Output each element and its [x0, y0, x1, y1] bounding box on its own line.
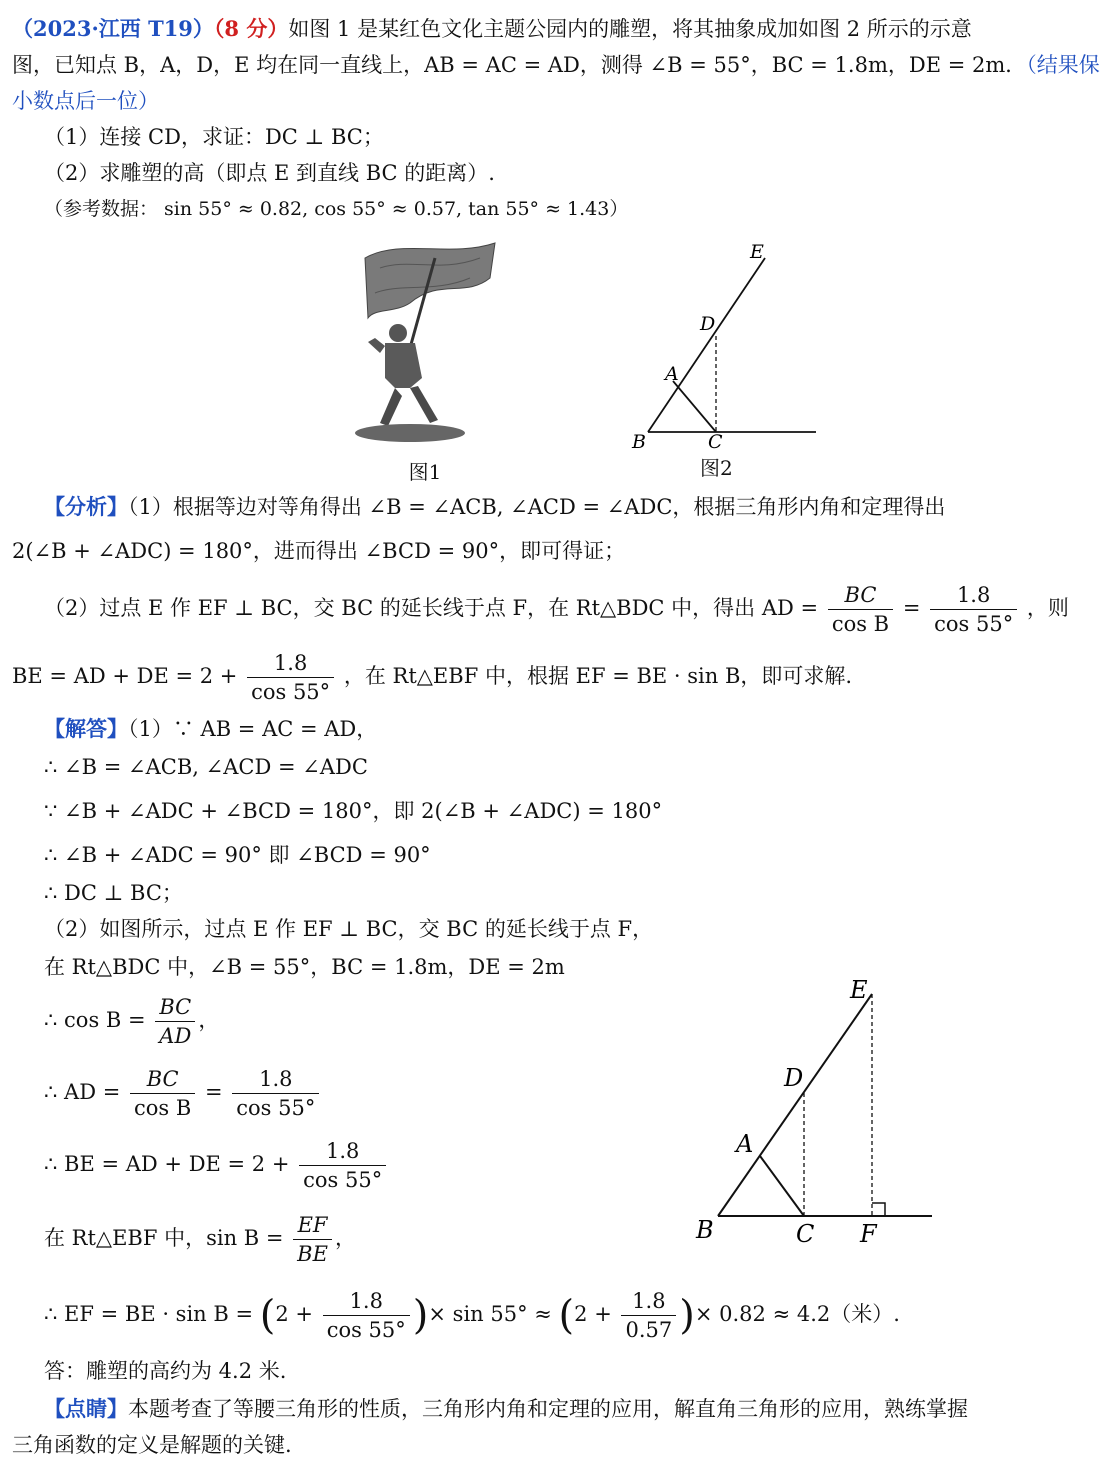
- comment-line-1: [44, 1394, 968, 1424]
- frac-num: BC: [155, 993, 195, 1022]
- answer-line: 答：雕塑的高约为 4.2 米.: [44, 1359, 287, 1383]
- solution-text-8-post: ，: [198, 1008, 220, 1032]
- frac-den: cos 55°: [934, 612, 1014, 636]
- point-c-label: C: [708, 431, 723, 453]
- question-2: （2）求雕塑的高（即点 E 到直线 BC 的距离）.: [44, 161, 495, 185]
- solution-line-10: [44, 1134, 389, 1194]
- intro-text-1: 如图 1 是某红色文化主题公园内的雕塑，将其抽象成加如图 2 所示的示意: [288, 17, 972, 41]
- solution-text-10: ∴ BE = AD + DE = 2 +: [44, 1152, 290, 1176]
- frac-den: cos B: [134, 1096, 192, 1120]
- question-1: （1）连接 CD，求证：DC ⊥ BC；: [44, 125, 384, 149]
- solution-line-1: [44, 714, 377, 744]
- figure-2-caption: 图2: [700, 456, 733, 480]
- frac-den: 0.57: [625, 1318, 673, 1342]
- segment-ac: [760, 1156, 804, 1216]
- analysis-text-3: （2）过点 E 作 EF ⊥ BC，交 BC 的延长线于点 F，在 Rt△BDC 中，得出 AD =: [44, 596, 819, 620]
- solution-text-8: ∴ cos B =: [44, 1008, 146, 1032]
- fraction-18-cos55: [232, 1065, 319, 1122]
- solution-text-9: ∴ AD =: [44, 1080, 121, 1104]
- fraction-ef-be: [293, 1211, 332, 1268]
- solution-line-11: [44, 1208, 356, 1268]
- analysis-text-4: BE = AD + DE = 2 +: [12, 664, 238, 688]
- analysis-line-3: [44, 578, 1069, 638]
- analysis-text-3-post: ，则: [1026, 596, 1069, 620]
- solution-text-11: 在 Rt△EBF 中，sin B =: [44, 1226, 284, 1250]
- equals-sign: =: [902, 596, 921, 620]
- paren-close: ): [679, 1292, 695, 1339]
- point-d-label: D: [784, 1064, 804, 1092]
- figure-2-diagram: [620, 238, 830, 453]
- frac-den: AD: [159, 1024, 192, 1048]
- solution-text-12-mid: × sin 55° ≈: [428, 1302, 552, 1326]
- solution-line-7: 在 Rt△BDC 中，∠B = 55°，BC = 1.8m，DE = 2m: [44, 955, 565, 979]
- analysis-line-4: [12, 646, 852, 706]
- solution-text-12-post: × 0.82 ≈ 4.2（米）.: [694, 1302, 900, 1326]
- problem-points: （8 分）: [213, 16, 289, 41]
- reference-data: （参考数据： sin 55° ≈ 0.82, cos 55° ≈ 0.57, tan 55° ≈ 1.43）: [44, 198, 629, 220]
- frac-den: cos 55°: [326, 1318, 406, 1342]
- frac-num: EF: [293, 1211, 332, 1240]
- line-be: [648, 258, 765, 432]
- point-d-label: D: [700, 313, 716, 335]
- figure-2: [620, 238, 830, 483]
- frac-num: 1.8: [621, 1287, 676, 1316]
- solution-text-11-post: ，: [334, 1226, 356, 1250]
- point-b-label: B: [696, 1216, 714, 1244]
- solution-line-6: （2）如图所示，过点 E 作 EF ⊥ BC，交 BC 的延长线于点 F，: [44, 917, 654, 941]
- solution-line-3: ∵ ∠B + ∠ADC + ∠BCD = 180°，即 2(∠B + ∠ADC) = 180°: [44, 799, 663, 823]
- intro-text-2: 图，已知点 B，A，D，E 均在同一直线上，AB = AC = AD，测得 ∠B = 55°，BC = 1.8m，DE = 2m．: [12, 53, 1027, 77]
- rounding-note-1: （结果保: [1026, 53, 1100, 77]
- solution-line-9: [44, 1062, 322, 1122]
- frac-num: 1.8: [247, 649, 334, 678]
- frac-num: BC: [828, 581, 893, 610]
- analysis-text-4-post: ，在 Rt△EBF 中，根据 EF = BE · sin B，即可求解.: [343, 664, 853, 688]
- point-f-label: F: [860, 1220, 877, 1248]
- equals-sign: =: [204, 1080, 223, 1104]
- fraction-18-cos55: [247, 649, 334, 706]
- point-a-label: A: [665, 363, 679, 385]
- fraction-18-cos55: [299, 1137, 386, 1194]
- solution-tag: 【解答】: [44, 716, 128, 741]
- fraction-18-cos55: [930, 581, 1017, 638]
- frac-den: cos 55°: [236, 1096, 316, 1120]
- comment-tag: 【点睛】: [44, 1396, 128, 1421]
- figure-1: [340, 238, 510, 483]
- rounding-note-2: 小数点后一位）: [12, 89, 159, 113]
- segment-ac: [673, 381, 716, 432]
- problem-intro-line-2: [12, 50, 1100, 80]
- solution-line-2: ∴ ∠B = ∠ACB, ∠ACD = ∠ADC: [44, 755, 368, 779]
- point-b-label: B: [632, 431, 646, 453]
- solution-line-8: [44, 990, 219, 1050]
- frac-num: 1.8: [232, 1065, 319, 1094]
- problem-source: （2023·江西 T19）: [12, 16, 214, 41]
- analysis-line-1: [44, 492, 945, 522]
- point-e-label: E: [850, 976, 868, 1004]
- paren-open: (: [259, 1292, 276, 1339]
- solution-text-1: （1）∵ AB = AC = AD，: [128, 717, 378, 741]
- fraction-18-057: [621, 1287, 676, 1344]
- fraction-bc-cosb: [828, 581, 893, 638]
- solution-line-4: ∴ ∠B + ∠ADC = 90° 即 ∠BCD = 90°: [44, 843, 431, 867]
- paren-open: (: [558, 1292, 575, 1339]
- comment-line-2: 三角函数的定义是解题的关键.: [12, 1433, 292, 1457]
- comment-text-1: 本题考查了等腰三角形的性质，三角形内角和定理的应用，解直角三角形的应用，熟练掌握: [128, 1397, 968, 1421]
- point-a-label: A: [736, 1130, 754, 1158]
- analysis-text-1: （1）根据等边对等角得出 ∠B = ∠ACB, ∠ACD = ∠ADC，根据三角形内角和定理得出: [128, 495, 946, 519]
- figure-3-diagram: [690, 970, 940, 1260]
- point-e-label: E: [750, 241, 764, 263]
- analysis-line-2: 2(∠B + ∠ADC) = 180°，进而得出 ∠BCD = 90°，即可得证；: [12, 539, 626, 563]
- solution-text-12b: 2 +: [574, 1302, 612, 1326]
- solution-line-5: ∴ DC ⊥ BC；: [44, 881, 183, 905]
- frac-den: cos 55°: [303, 1168, 383, 1192]
- frac-num: 1.8: [323, 1287, 410, 1316]
- frac-den: BE: [297, 1242, 328, 1266]
- frac-num: 1.8: [930, 581, 1017, 610]
- fraction-bc-ad: [155, 993, 195, 1050]
- frac-num: 1.8: [299, 1137, 386, 1166]
- frac-den: cos 55°: [251, 680, 331, 704]
- paren-close: ): [412, 1292, 429, 1339]
- statue-image: [340, 238, 510, 448]
- line-be: [718, 994, 872, 1216]
- figure-3: [690, 970, 940, 1260]
- solution-text-12a: 2 +: [275, 1302, 314, 1326]
- fraction-18-cos55: [323, 1287, 410, 1344]
- solution-text-12: ∴ EF = BE · sin B =: [44, 1302, 254, 1326]
- solution-line-12: [44, 1284, 900, 1344]
- problem-intro-line-1: [12, 14, 972, 44]
- fraction-bc-cosb: [130, 1065, 195, 1122]
- figure-1-caption: 图1: [408, 460, 442, 484]
- point-c-label: C: [796, 1220, 815, 1248]
- frac-num: BC: [130, 1065, 195, 1094]
- right-angle-mark: [872, 1203, 885, 1216]
- analysis-tag: 【分析】: [44, 494, 128, 519]
- frac-den: cos B: [831, 612, 890, 636]
